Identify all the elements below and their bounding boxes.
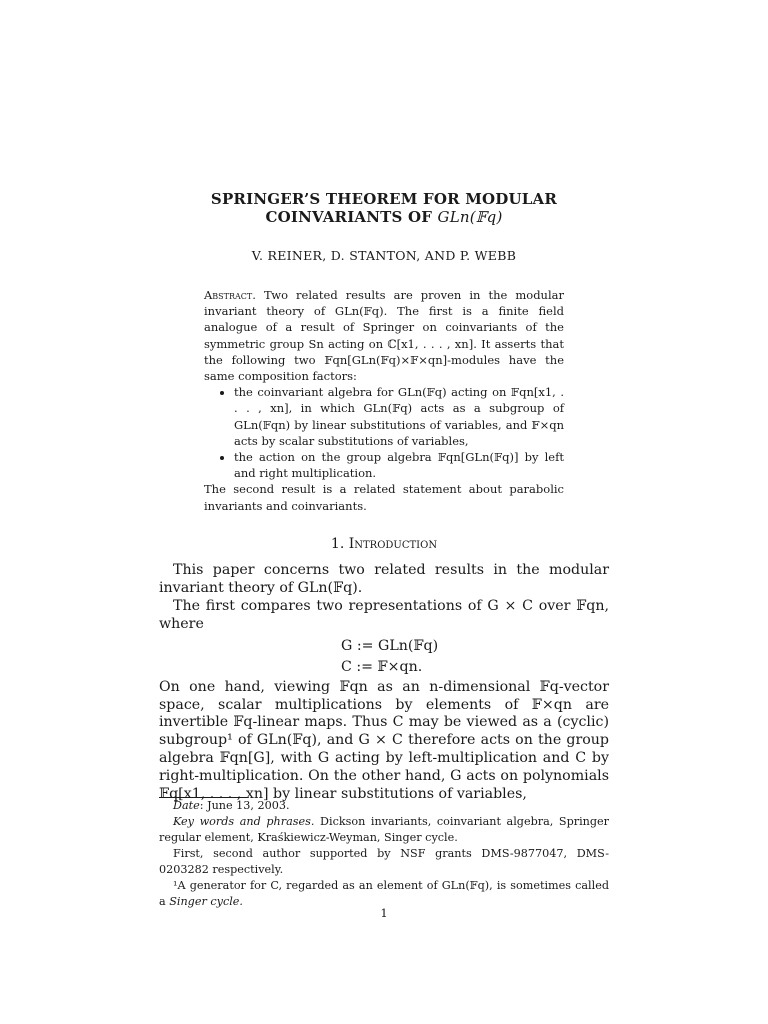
display-equation-1: G := GLn(𝔽q)	[341, 637, 439, 654]
title-line-2	[0, 208, 768, 226]
footnote-1-text: A generator for C, regarded as an element of GLn(𝔽q), is sometimes called a	[159, 879, 609, 908]
keywords-label: Key words and phrases.	[173, 815, 315, 828]
page-number: 1	[380, 906, 388, 920]
title-line-2-text: COINVARIANTS OF	[265, 208, 438, 226]
footnote-1-italic: Singer cycle.	[169, 895, 243, 908]
date-value: : June 13, 2003.	[199, 799, 290, 812]
abstract-bullet-2: • the action on the group algebra 𝔽qn[GLn(𝔽q)] by left and right multiplication.	[234, 449, 564, 481]
authors: V. REINER, D. STANTON, AND P. WEBB	[251, 248, 517, 263]
section-heading	[0, 536, 768, 552]
title-line-1: SPRINGER’S THEOREM FOR MODULAR	[210, 190, 558, 208]
abstract-bullets	[204, 384, 564, 481]
section-title: Introduction	[348, 536, 438, 552]
abstract-intro-text: Two related results are proven in the modular invariant theory of GLn(𝔽q). The first is a finite field analogue of a result of Springer on coinvariants of the symmetric group Sn acting on ℂ[x1, . . . , xn]. It asserts that the following two 𝔽qn[GLn(𝔽q)×𝔽×qn]-modules have the same composition factors:	[204, 288, 564, 384]
paper-title	[0, 190, 768, 226]
section-number: 1.	[330, 536, 345, 552]
body-paragraph-2: The first compares two representations of G × C over 𝔽qn, where	[159, 597, 609, 632]
body-paragraph-1: This paper concerns two related results in the modular invariant theory of GLn(𝔽q).	[159, 562, 609, 596]
date-label: Date	[173, 799, 200, 812]
body-text	[159, 562, 609, 804]
title-math: GLn(𝔽q)	[437, 208, 503, 226]
footnotes	[159, 798, 609, 910]
footnote-keywords	[159, 814, 609, 846]
footnote-date	[159, 798, 609, 814]
footnote-1-mark: ¹	[173, 879, 178, 892]
display-equation-2: C := 𝔽×qn.	[341, 658, 423, 675]
footnote-support: First, second author supported by NSF grants DMS-9877047, DMS-0203282 respectively.	[159, 847, 609, 876]
abstract-closing: The second result is a related statement about parabolic invariants and coinvariants.	[204, 482, 564, 513]
abstract-intro	[204, 287, 564, 384]
keywords-value: Dickson invariants, coinvariant algebra, Springer regular element, Kraśkiewicz-Weyman, Singer cycle.	[159, 815, 609, 844]
abstract-bullet-1: • the coinvariant algebra for GLn(𝔽q) acting on 𝔽qn[x1, . . . , xn], in which GLn(𝔽q) acts as a subgroup of GLn(𝔽qn) by linear substitutions of variables, and 𝔽×qn acts by scalar substitutions of variables,	[234, 384, 564, 449]
body-paragraph-3: On one hand, viewing 𝔽qn as an n-dimensional 𝔽q-vector space, scalar multiplications by elements of 𝔽×qn are invertible 𝔽q-linear maps. Thus C may be viewed as a (cyclic) subgroup¹ of GLn(𝔽q), and G × C therefore acts on the group algebra 𝔽qn[G], with G acting by left-multiplication and C by right-multiplication. On the other hand, G acts on polynomials 𝔽q[x1, . . . , xn] by linear substitutions of variables,	[159, 678, 609, 803]
abstract	[204, 287, 564, 514]
abstract-label: Abstract.	[204, 288, 256, 302]
